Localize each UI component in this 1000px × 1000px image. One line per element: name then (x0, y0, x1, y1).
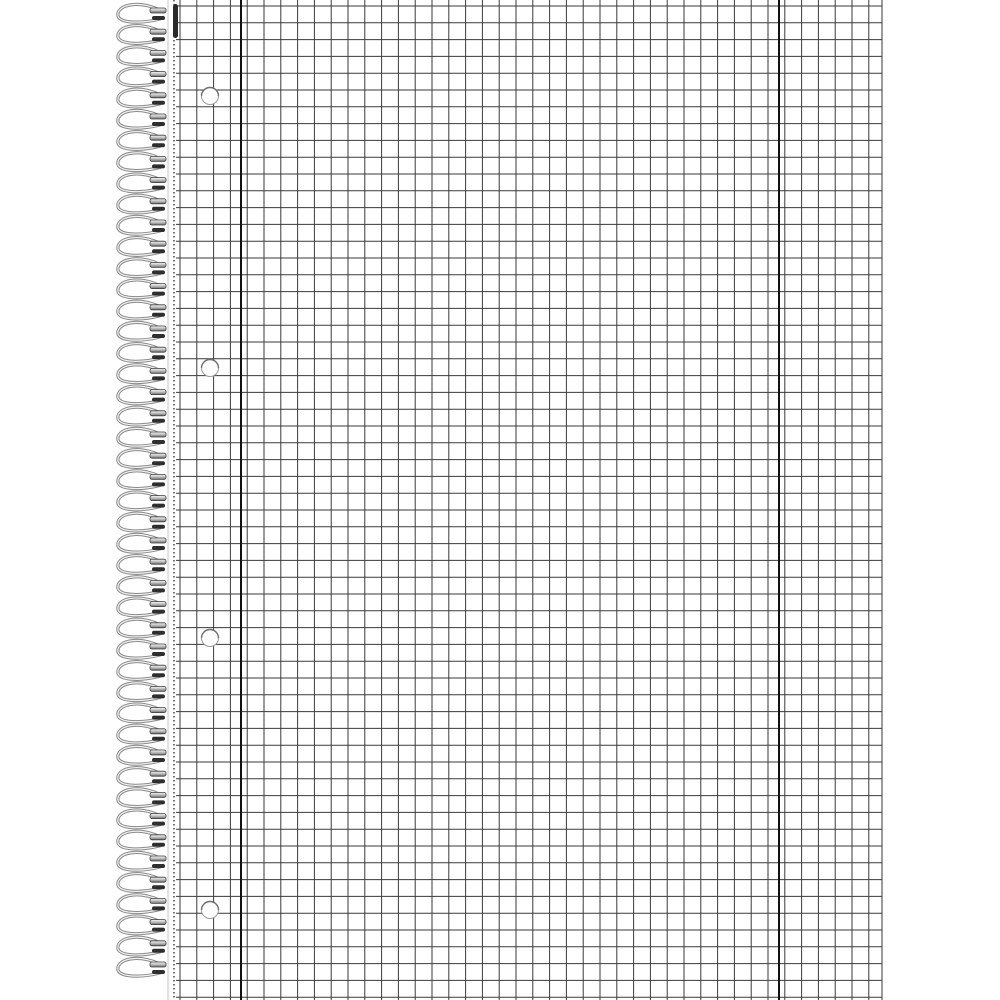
spiral-wire-shadow (152, 419, 165, 423)
spiral-wire-segment (150, 941, 166, 946)
spiral-wire-segment (150, 496, 166, 501)
spiral-wire-segment (150, 474, 166, 479)
spiral-wire-segment (150, 156, 166, 161)
spiral-wire-shadow (152, 588, 165, 592)
spiral-end-clip (173, 4, 178, 38)
spiral-wire-shadow (152, 249, 165, 253)
spiral-wire-segment (150, 602, 166, 607)
spiral-wire-shadow (152, 482, 165, 486)
spiral-wire-segment (150, 729, 166, 734)
spiral-wire-shadow (152, 186, 165, 190)
spiral-wire-segment (150, 199, 166, 204)
spiral-wire-shadow (152, 843, 165, 847)
spiral-wire-shadow (152, 694, 165, 698)
spiral-wire-shadow (152, 461, 165, 465)
spiral-wire-shadow (152, 80, 165, 84)
spiral-wire-segment (150, 432, 166, 437)
spiral-wire-shadow (152, 546, 165, 550)
spiral-wire-shadow (152, 58, 165, 62)
spiral-wire-shadow (152, 355, 165, 359)
spiral-wire-shadow (152, 610, 165, 614)
spiral-wire-shadow (152, 292, 165, 296)
spiral-wire-segment (150, 771, 166, 776)
spiral-wire-segment (150, 93, 166, 98)
spiral-wire-segment (150, 962, 166, 967)
spiral-wire-shadow (152, 143, 165, 147)
spiral-wire-shadow (152, 970, 165, 974)
spiral-wire-shadow (152, 525, 165, 529)
spiral-wire-shadow (152, 885, 165, 889)
spiral-wire-segment (150, 644, 166, 649)
spiral-wire-segment (150, 178, 166, 183)
spiral-wire-shadow (152, 716, 165, 720)
spiral-wire-segment (150, 665, 166, 670)
spiral-wire-segment (150, 72, 166, 77)
spiral-wire-shadow (152, 37, 165, 41)
spiral-wire-shadow (152, 906, 165, 910)
spiral-wire-shadow (152, 334, 165, 338)
spiral-wire-segment (150, 262, 166, 267)
spiral-wire-shadow (152, 440, 165, 444)
spiral-wire-shadow (152, 928, 165, 932)
spiral-wire-segment (150, 368, 166, 373)
spiral-wire-shadow (152, 313, 165, 317)
spiral-wire-shadow (152, 270, 165, 274)
spiral-wire-segment (150, 305, 166, 310)
spiral-wire-segment (150, 538, 166, 543)
spiral-wire-segment (150, 517, 166, 522)
spiral-wire-segment (150, 390, 166, 395)
spiral-wire-segment (150, 347, 166, 352)
spiral-wire-segment (150, 114, 166, 119)
spiral-wire-segment (150, 559, 166, 564)
spiral-wire-segment (150, 792, 166, 797)
spiral-wire-segment (150, 856, 166, 861)
spiral-wire-segment (150, 326, 166, 331)
spiral-wire-shadow (152, 398, 165, 402)
spiral-wire-shadow (152, 504, 165, 508)
spiral-wire-shadow (152, 737, 165, 741)
spiral-wire-segment (150, 241, 166, 246)
spiral-wire-segment (150, 623, 166, 628)
spiral-wire-shadow (152, 631, 165, 635)
spiral-wire-shadow (152, 567, 165, 571)
spiral-wire-segment (150, 29, 166, 34)
spiral-wire-segment (150, 708, 166, 713)
spiral-wire-segment (150, 411, 166, 416)
spiral-wire-shadow (152, 822, 165, 826)
spiral-wire-segment (150, 8, 166, 13)
spiral-wire-segment (150, 835, 166, 840)
spiral-wire-segment (150, 453, 166, 458)
spiral-wire-shadow (152, 228, 165, 232)
spiral-wire-segment (150, 920, 166, 925)
spiral-wire-segment (150, 877, 166, 882)
spiral-wire-shadow (152, 800, 165, 804)
spiral-wire-shadow (152, 164, 165, 168)
spiral-wire-segment (150, 814, 166, 819)
spiral-wire-shadow (152, 758, 165, 762)
spiral-wire-shadow (152, 673, 165, 677)
spiral-wire-segment (150, 284, 166, 289)
spiral-wire-segment (150, 135, 166, 140)
spiral-wire-shadow (152, 864, 165, 868)
spiral-wire-segment (150, 686, 166, 691)
spiral-wire-segment (150, 750, 166, 755)
spiral-wire-segment (150, 50, 166, 55)
spiral-wire-segment (150, 898, 166, 903)
spiral-wire-shadow (152, 376, 165, 380)
spiral-wire-shadow (152, 122, 165, 126)
spiral-wire-shadow (152, 652, 165, 656)
spiral-wire-segment (150, 220, 166, 225)
spiral-wire-shadow (152, 779, 165, 783)
spiral-wire-shadow (152, 16, 165, 20)
spiral-wire-segment (150, 580, 166, 585)
paper-sheet (168, 0, 882, 1000)
spiral-wire-shadow (152, 949, 165, 953)
spiral-wire-shadow (152, 207, 165, 211)
spiral-wire-shadow (152, 101, 165, 105)
